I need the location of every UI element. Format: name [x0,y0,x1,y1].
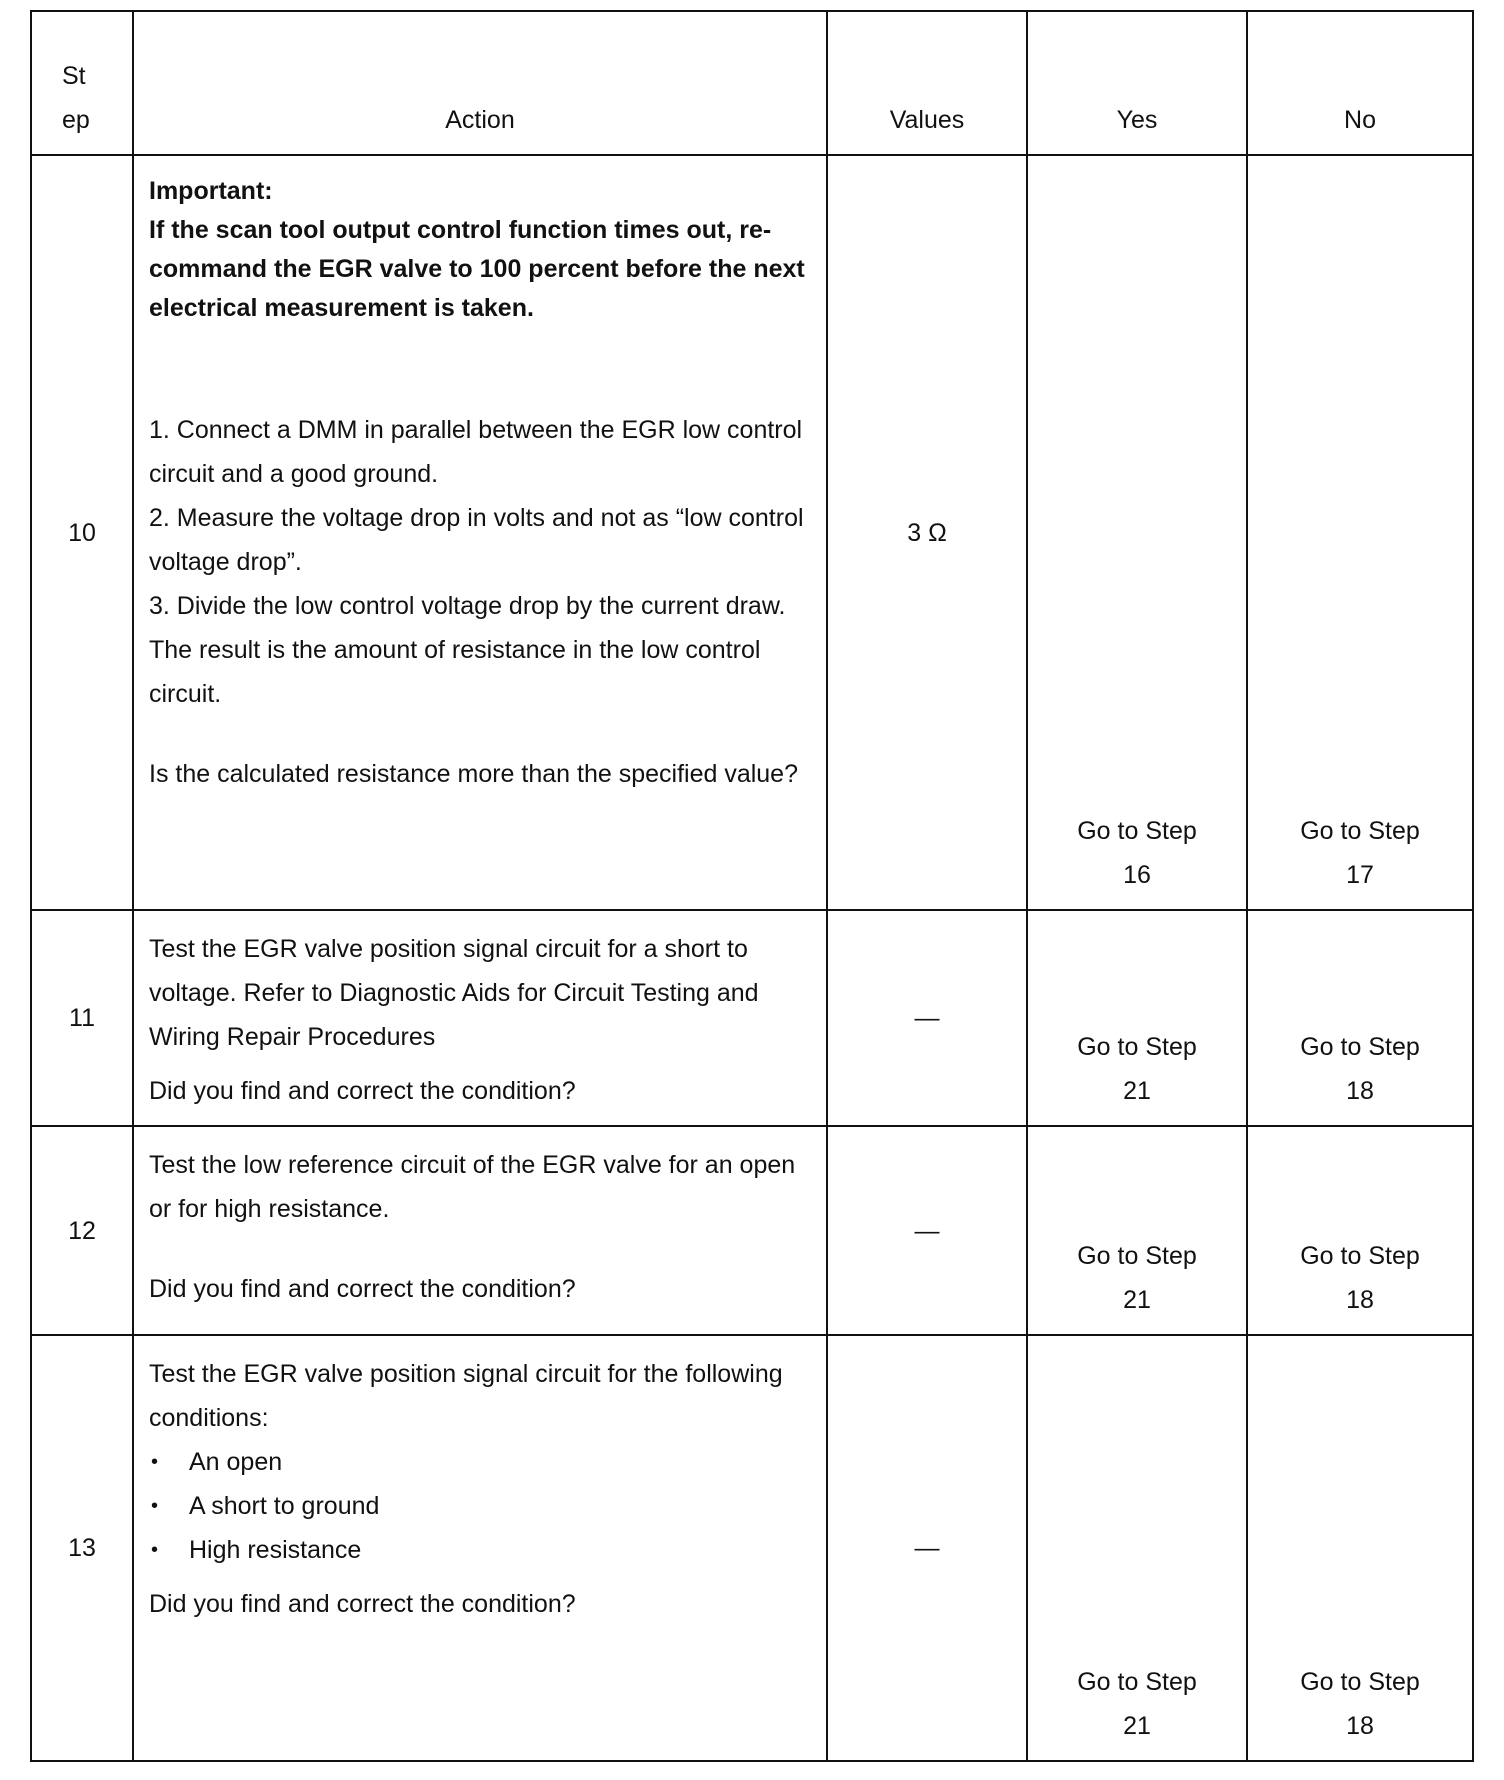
no-goto-label: Go to Step [1300,1242,1420,1270]
header-row [31,11,1473,155]
header-step [31,11,133,155]
yes-cell [1027,1335,1247,1761]
step-number: 11 [31,910,133,1126]
yes-goto-step: 21 [1123,1286,1151,1314]
action-cell [133,1335,827,1761]
condition-list [149,1440,810,1572]
header-values: Values [827,11,1027,155]
no-goto-label: Go to Step [1300,1033,1420,1061]
no-goto-label: Go to Step [1300,1668,1420,1696]
yes-goto-step: 21 [1123,1712,1151,1740]
value-cell: 3 Ω [827,155,1027,910]
no-cell [1247,1126,1473,1335]
yes-goto-label: Go to Step [1077,1242,1197,1270]
no-cell [1247,910,1473,1126]
question-text: Did you find and correct the condition? [149,1275,576,1303]
header-action: Action [133,11,827,155]
no-goto-step: 17 [1346,861,1374,889]
yes-goto-label: Go to Step [1077,817,1197,845]
step-number: 12 [31,1126,133,1335]
diagnostic-table [30,10,1474,1762]
no-goto-step: 18 [1346,1712,1374,1740]
yes-cell [1027,1126,1247,1335]
yes-goto-step: 21 [1123,1077,1151,1105]
action-cell [133,1126,827,1335]
action-text: Test the EGR valve position signal circuit for the following conditions: [149,1360,783,1432]
value-cell: — [827,1126,1027,1335]
list-item: • A short to ground [149,1484,810,1528]
action-cell [133,155,827,910]
important-text: If the scan tool output control function times out, re-command the EGR valve to 100 percent before the next electrical measurement is taken. [149,216,805,322]
table-row-step-11 [31,910,1473,1126]
yes-goto-label: Go to Step [1077,1668,1197,1696]
no-goto-step: 18 [1346,1077,1374,1105]
procedure-step-2: 2. Measure the voltage drop in volts and not as “low control voltage drop”. [149,504,804,576]
list-item: • An open [149,1440,810,1484]
no-goto-label: Go to Step [1300,817,1420,845]
value-cell: — [827,910,1027,1126]
question-text: Did you find and correct the condition? [149,1590,576,1618]
header-step-line2: ep [62,106,90,134]
table-row-step-13 [31,1335,1473,1761]
yes-cell [1027,155,1247,910]
yes-cell [1027,910,1247,1126]
no-goto-step: 18 [1346,1286,1374,1314]
question-text: Is the calculated resistance more than the specified value? [149,760,798,788]
step-number: 13 [31,1335,133,1761]
procedure-step-1: 1. Connect a DMM in parallel between the EGR low control circuit and a good ground. [149,416,803,488]
list-item: • High resistance [149,1528,810,1572]
no-cell [1247,1335,1473,1761]
action-cell [133,910,827,1126]
header-step-line1: St [62,62,86,90]
yes-goto-step: 16 [1123,861,1151,889]
header-no: No [1247,11,1473,155]
table-row-step-10 [31,155,1473,910]
yes-goto-label: Go to Step [1077,1033,1197,1061]
step-number: 10 [31,155,133,910]
procedure-step-3: 3. Divide the low control voltage drop by the current draw. The result is the amount of resistance in the low control circuit. [149,592,786,708]
value-cell: — [827,1335,1027,1761]
action-text: Test the low reference circuit of the EGR valve for an open or for high resistance. [149,1151,796,1223]
important-title: Important: [149,177,273,205]
no-cell [1247,155,1473,910]
important-note [149,172,810,328]
table-row-step-12 [31,1126,1473,1335]
action-text: Test the EGR valve position signal circuit for a short to voltage. Refer to Diagnostic Aids for Circuit Testing and Wiring Repair Procedures [149,935,759,1051]
header-yes: Yes [1027,11,1247,155]
question-text: Did you find and correct the condition? [149,1077,576,1105]
